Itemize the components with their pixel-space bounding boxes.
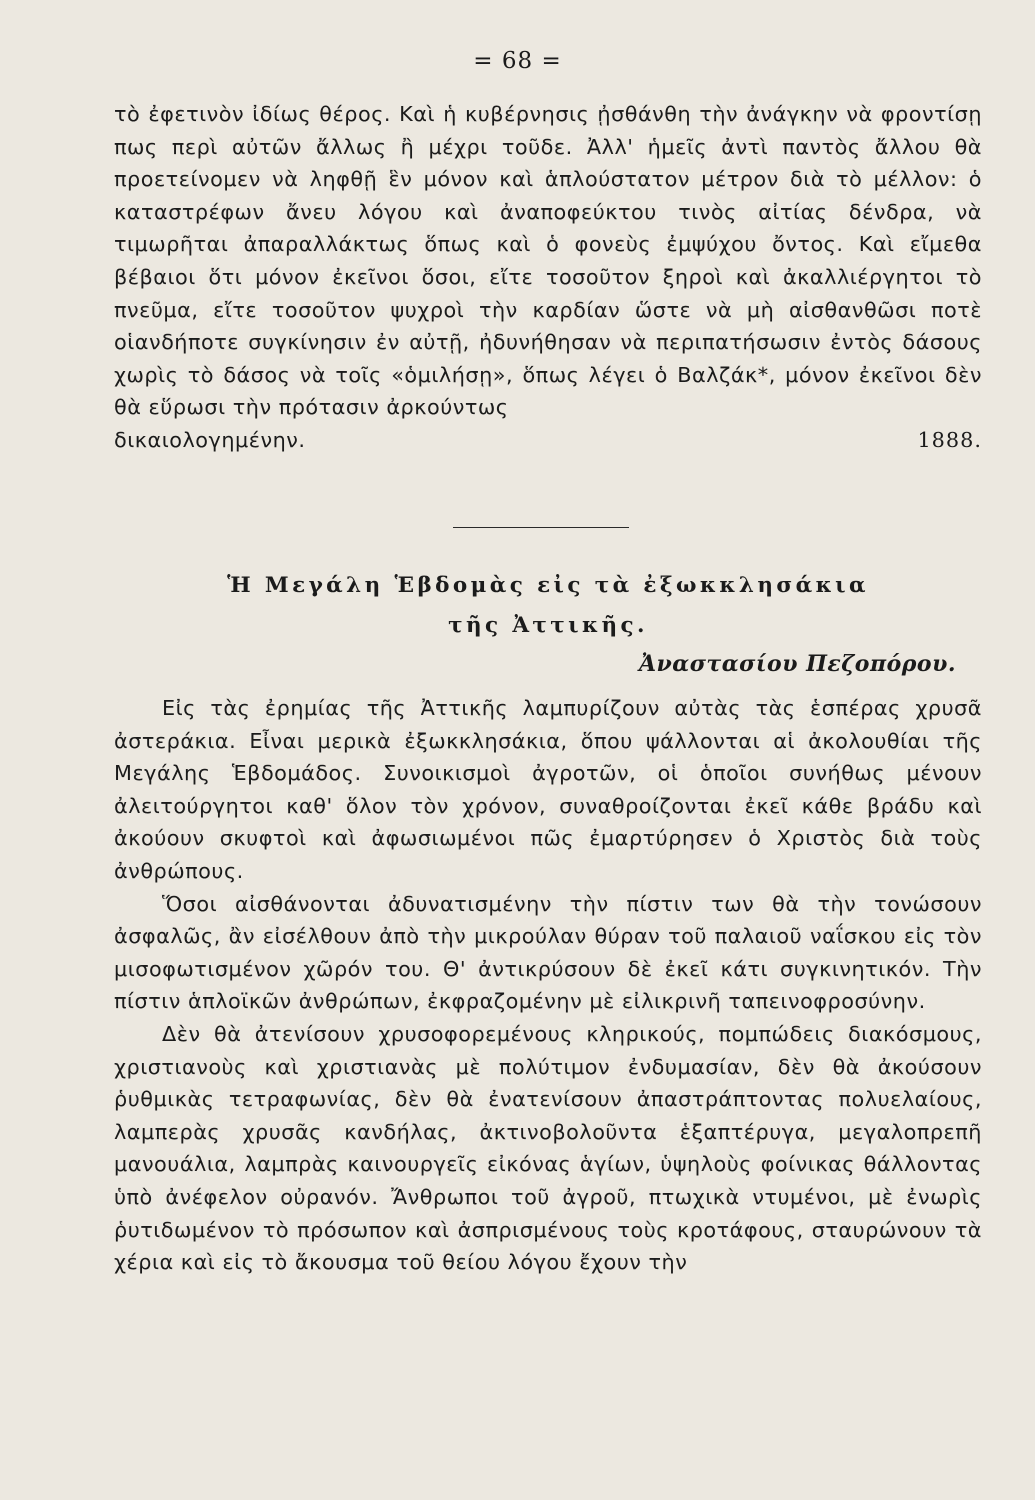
continued-section (114, 98, 982, 457)
continued-paragraph: τὸ ἐφετινὸν ἰδίως θέρος. Καὶ ἡ κυβέρνησις ᾐσθάνθη τὴν ἀνάγκην νὰ φροντίσῃ πως περὶ αὐτῶν ἄλλως ἢ μέχρι τοῦδε. Ἀλλ' ἡμεῖς ἀντὶ παντὸς ἄλλου θὰ προετείνομεν νὰ ληφθῇ ἓν μόνον καὶ ἁπλούστατον μέτρον διὰ τὸ μέλλον: ὁ καταστρέφων ἄνευ λόγου καὶ ἀναποφεύκτου τινὸς αἰτίας δένδρα, νὰ τιμωρῆται ἀπαραλλάκτως ὅπως καὶ ὁ φονεὺς ἐμψύχου ὄντος. Καὶ εἴμεθα βέβαιοι ὅτι μόνον ἐκεῖνοι ὅσοι, εἴτε τοσοῦτον ξηροὶ καὶ ἀκαλλιέργητοι τὸ πνεῦμα, εἴτε τοσοῦτον ψυχροὶ τὴν καρδίαν ὥστε νὰ μὴ αἰσθανθῶσι ποτὲ οἱανδήποτε συγκίνησιν ἐν αὐτῇ, ἠδυνήθησαν νὰ περιπατήσωσιν ἐντὸς δάσους χωρὶς τὸ δάσος νὰ τοῖς «ὁμιλήσῃ», ὅπως λέγει ὁ Βαλζάκ*, μόνον ἐκεῖνοι δὲν θὰ εὕρωσι τὴν πρότασιν ἀρκούντως (114, 102, 982, 420)
article-paragraph: Δὲν θὰ ἀτενίσουν χρυσοφορεμένους κληρικούς, πομπώδεις διακόσμους, χριστιανοὺς καὶ χριστιανὰς μὲ πολύτιμον ἐνδυμασίαν, δὲν θὰ ἀκούσουν ῥυθμικὰς τετραφωνίας, δὲν θὰ ἐνατενίσουν ἀπαστράπτοντας πολυελαίους, λαμπερὰς χρυσᾶς κανδήλας, ἀκτινοβολοῦντα ἑξαπτέρυγα, μεγαλοπρεπῆ μανουάλια, λαμπρὰς καινουργεῖς εἰκόνας ἁγίων, ὑψηλοὺς φοίνικας θάλλοντας ὑπὸ ἀνέφελον οὐρανόν. Ἄνθρωποι τοῦ ἀγροῦ, πτωχικὰ ντυμένοι, μὲ ἐνωρὶς ῥυτιδωμένον τὸ πρόσωπον καὶ ἀσπρισμένους τοὺς κροτάφους, σταυρώνουν τὰ χέρια καὶ εἰς τὸ ἄκουσμα τοῦ θείου λόγου ἔχουν τὴν (114, 1021, 982, 1275)
article-paragraph: Ὅσοι αἰσθάνονται ἀδυνατισμένην τὴν πίστιν των θὰ τὴν τονώσουν ἀσφαλῶς, ἂν εἰσέλθουν ἀπὸ τὴν μικρούλαν θύραν τοῦ παλαιοῦ ναΐσκου εἰς τὸν μισοφωτισμένον χῶρόν του. Θ' ἀντικρύσουν δὲ ἐκεῖ κάτι συγκινητικόν. Τὴν πίστιν ἁπλοϊκῶν ἀνθρώπων, ἐκφραζομένην μὲ εἰλικρινῆ ταπεινοφροσύνην. (114, 891, 982, 1014)
closing-word: δικαιολογημένην. (114, 427, 306, 452)
article-title-line-1: Ἡ Μεγάλη Ἑβδομὰς εἰς τὰ ἐξωκκλησάκια (227, 573, 869, 598)
closing-line (114, 424, 982, 457)
page-number: = 68 = (473, 48, 562, 74)
article-title (114, 566, 982, 646)
article-title-line-2: τῆς Ἀττικῆς. (448, 613, 648, 638)
date-year: 1888. (917, 427, 982, 452)
article-author: Ἀναστασίου Πεζοπόρου. (638, 651, 956, 677)
article-paragraph: Εἰς τὰς ἐρημίας τῆς Ἀττικῆς λαμπυρίζουν αὐτὰς τὰς ἑσπέρας χρυσᾶ ἀστεράκια. Εἶναι μερικὰ ἐξωκκλησάκια, ὅπου ψάλλονται αἱ ἀκολουθίαι τῆς Μεγάλης Ἑβδομάδος. Συνοικισμοὶ ἀγροτῶν, οἱ ὁποῖοι συνήθως μένουν ἀλειτούργητοι καθ' ὅλον τὸν χρόνον, συναθροίζονται ἐκεῖ κάθε βράδυ καὶ ἀκούουν σκυφτοὶ καὶ ἀφωσιωμένοι πῶς ἐμαρτύρησεν ὁ Χριστὸς διὰ τοὺς ἀνθρώπους. (114, 696, 982, 883)
article-body (114, 692, 982, 1279)
section-divider (453, 527, 629, 528)
